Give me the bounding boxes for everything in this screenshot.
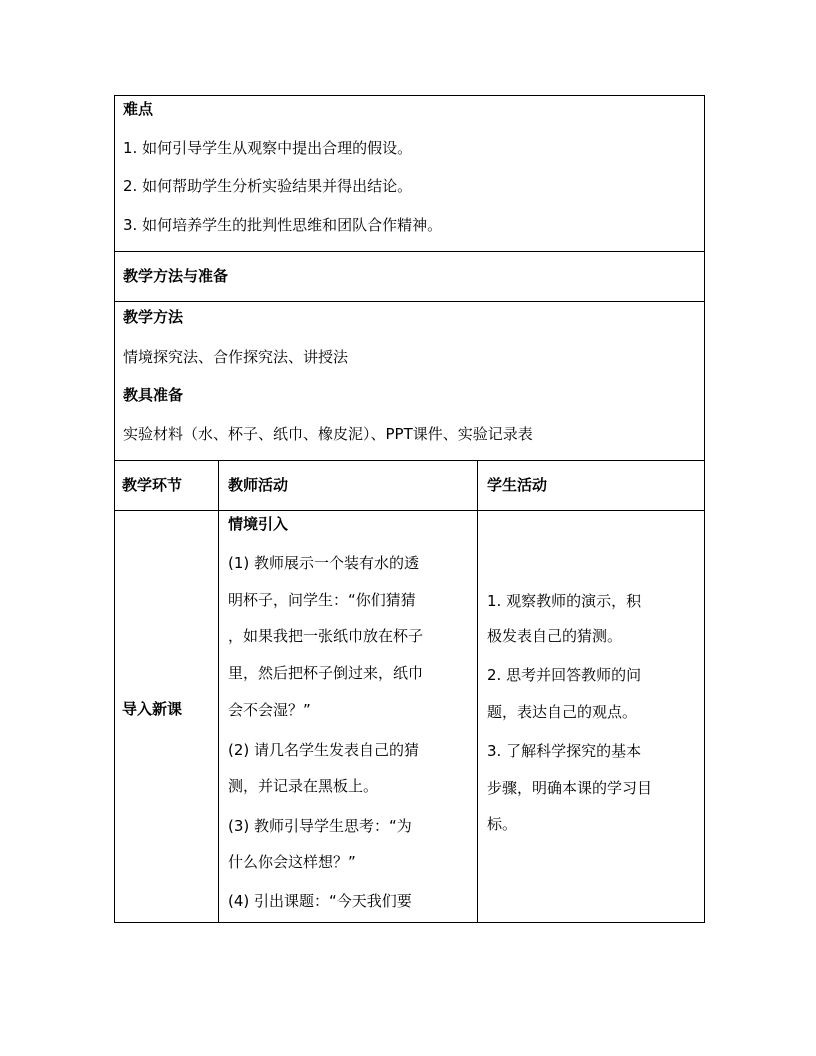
header-cell-student: [477, 461, 702, 510]
teacher-line: 明杯子，问学生：“你们猜猜: [228, 591, 416, 609]
tools-text: 实验材料（水、杯子、纸巾、橡皮泥）、PPT课件、实验记录表: [123, 425, 533, 443]
student-line: 2. 思考并回答教师的问: [487, 666, 642, 684]
student-line: 3. 了解科学探究的基本: [487, 742, 642, 760]
teacher-line: ，如果我把一张纸巾放在杯子: [228, 627, 424, 645]
teacher-line: 会不会湿？”: [228, 701, 311, 719]
difficulty-item-3: 3. 如何培养学生的批判性思维和团队合作精神。: [123, 216, 443, 234]
difficulties-heading: 难点: [123, 100, 154, 118]
header-student-label: 学生活动: [487, 476, 548, 494]
teacher-line: 什么你会这样想？”: [228, 853, 356, 871]
student-line: 步骤，明确本课的学习目: [487, 779, 653, 797]
difficulty-item-1: 1. 如何引导学生从观察中提出合理的假设。: [123, 139, 413, 157]
method-text: 情境探究法、合作探究法、讲授法: [123, 348, 349, 366]
teacher-line: (2) 请几名学生发表自己的猜: [228, 741, 420, 759]
teacher-line: 里，然后把杯子倒过来，纸巾: [228, 664, 424, 682]
methods-block: [115, 302, 704, 461]
teacher-line: (3) 教师引导学生思考：“为: [228, 817, 412, 835]
lesson-plan-table: [114, 95, 705, 923]
method-heading: 教学方法: [123, 308, 184, 326]
student-line: 极发表自己的猜测。: [487, 627, 623, 645]
teacher-activity-cell: [218, 511, 477, 922]
student-line: 题，表达自己的观点。: [487, 703, 638, 721]
difficulties-block: [115, 96, 704, 252]
stage-label: 导入新课: [122, 700, 183, 718]
header-cell-stage: [115, 461, 218, 510]
teacher-line: (1) 教师展示一个装有水的透: [228, 554, 420, 572]
difficulty-item-2: 2. 如何帮助学生分析实验结果并得出结论。: [123, 177, 413, 195]
header-stage-label: 教学环节: [122, 476, 183, 494]
stage-cell: [115, 511, 218, 922]
student-activity-cell: [477, 511, 702, 922]
tools-heading: 教具准备: [123, 386, 184, 404]
methods-section-block: [115, 252, 704, 302]
table-header-row: [115, 461, 704, 511]
student-line: 标。: [487, 815, 518, 833]
teacher-activity-title: 情境引入: [228, 515, 289, 533]
teacher-line: (4) 引出课题：“今天我们要: [228, 892, 412, 910]
teacher-line: 测，并记录在黑板上。: [228, 777, 379, 795]
methods-section-heading: 教学方法与准备: [123, 267, 229, 285]
table-row: [115, 511, 704, 923]
header-teacher-label: 教师活动: [228, 476, 289, 494]
header-cell-teacher: [218, 461, 477, 510]
student-line: 1. 观察教师的演示，积: [487, 592, 642, 610]
